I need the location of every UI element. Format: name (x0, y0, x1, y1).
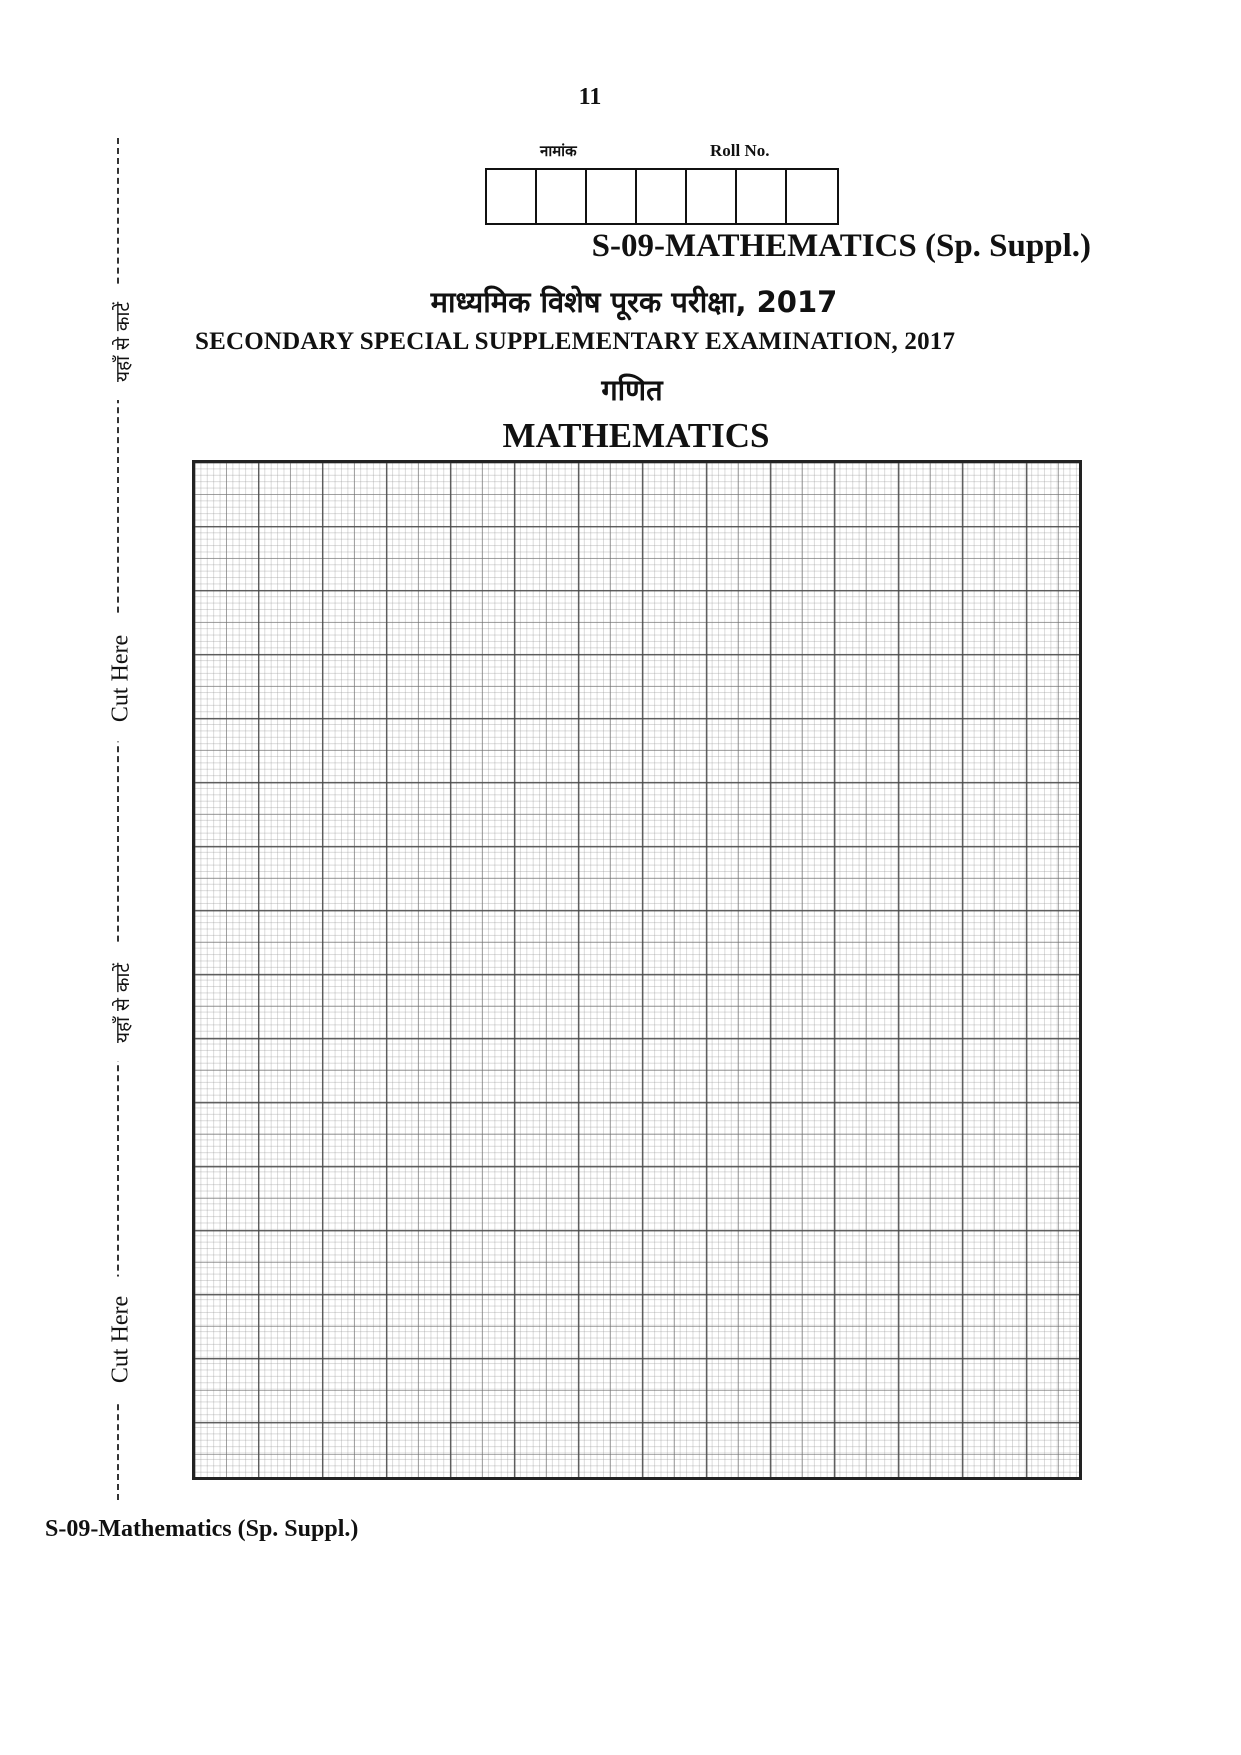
roll-digit-box[interactable] (637, 170, 687, 223)
roll-label-hindi: नामांक (540, 142, 577, 160)
cut-here-label: Cut Here (104, 616, 139, 742)
roll-digit-box[interactable] (787, 170, 837, 223)
subject-english: MATHEMATICS (502, 416, 770, 455)
subject-hindi: गणित (601, 373, 663, 407)
footer-paper-code: S-09-Mathematics (Sp. Suppl.) (45, 1516, 359, 1542)
roll-digit-box[interactable] (687, 170, 737, 223)
roll-digit-box[interactable] (587, 170, 637, 223)
exam-title-english: SECONDARY SPECIAL SUPPLEMENTARY EXAMINATION, 2017 (195, 328, 956, 355)
page-number: 11 (578, 84, 602, 110)
roll-number-labels (540, 141, 820, 165)
exam-title-hindi: माध्यमिक विशेष पूरक परीक्षा, 2017 (430, 285, 838, 319)
roll-digit-box[interactable] (487, 170, 537, 223)
paper-code-title: S-09-MATHEMATICS (Sp. Suppl.) (591, 228, 1091, 264)
cut-here-label-hindi: यहाँ से काटें (105, 945, 139, 1061)
roll-label-english: Roll No. (710, 141, 770, 160)
cut-here-label-hindi: यहाँ से काटें (105, 284, 139, 400)
cut-here-label: Cut Here (104, 1277, 139, 1403)
roll-number-boxes (485, 168, 839, 225)
graph-paper-grid[interactable] (192, 460, 1082, 1480)
roll-digit-box[interactable] (737, 170, 787, 223)
roll-digit-box[interactable] (537, 170, 587, 223)
